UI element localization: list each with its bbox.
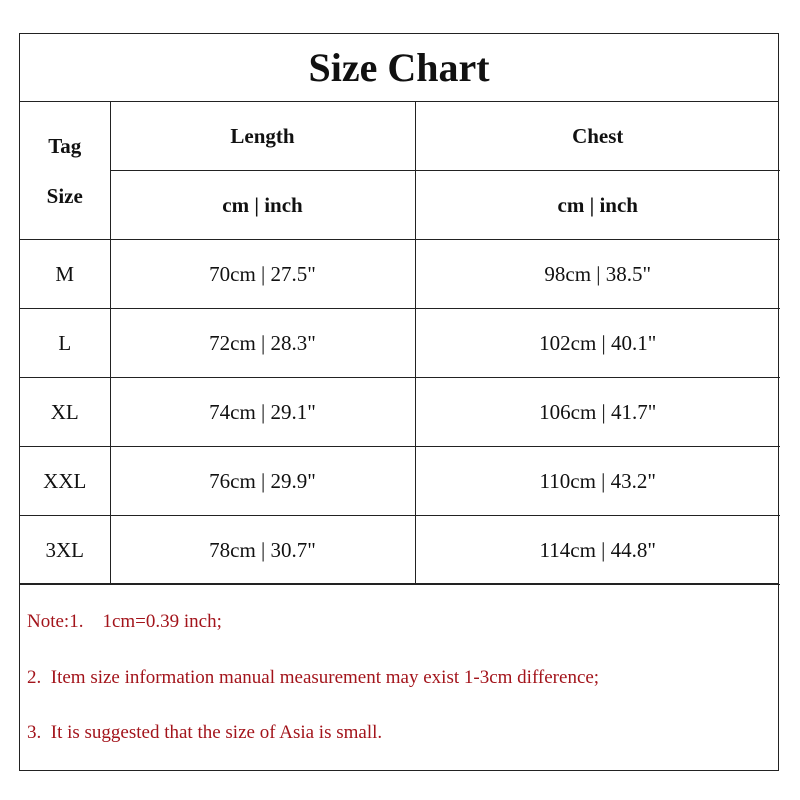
table-row	[20, 516, 780, 585]
length-cell: 74cm | 29.1"	[110, 378, 415, 447]
tag-size-header-line2: Size	[46, 183, 83, 208]
chest-cell: 98cm | 38.5"	[415, 240, 780, 309]
size-cell: XL	[20, 378, 110, 447]
length-cell: 70cm | 27.5"	[110, 240, 415, 309]
size-chart	[19, 33, 779, 771]
chest-cell: 114cm | 44.8"	[415, 516, 780, 585]
length-unit-header: cm | inch	[110, 171, 415, 240]
table-row	[20, 447, 780, 516]
size-cell: XXL	[20, 447, 110, 516]
note-2: 2. Item size information manual measurement may exist 1-3cm difference;	[27, 667, 600, 688]
table-row	[20, 309, 780, 378]
chest-cell: 110cm | 43.2"	[415, 447, 780, 516]
size-cell: 3XL	[20, 516, 110, 585]
size-cell: M	[20, 240, 110, 309]
tag-size-header	[20, 102, 110, 240]
chest-cell: 106cm | 41.7"	[415, 378, 780, 447]
table-row	[20, 378, 780, 447]
table-unit-row	[20, 171, 780, 240]
length-cell: 76cm | 29.9"	[110, 447, 415, 516]
chart-title: Size Chart	[20, 34, 778, 102]
note-3: 3. It is suggested that the size of Asia is small.	[27, 722, 383, 743]
table-header-row	[20, 102, 780, 171]
length-cell: 78cm | 30.7"	[110, 516, 415, 585]
note-1: Note:1. 1cm=0.39 inch;	[27, 611, 222, 632]
length-header: Length	[110, 102, 415, 171]
size-table	[20, 102, 780, 585]
chest-unit-header: cm | inch	[415, 171, 780, 240]
tag-size-header-line1: Tag	[48, 133, 82, 158]
notes-section	[20, 583, 778, 770]
size-cell: L	[20, 309, 110, 378]
table-row	[20, 240, 780, 309]
chest-cell: 102cm | 40.1"	[415, 309, 780, 378]
length-cell: 72cm | 28.3"	[110, 309, 415, 378]
chest-header: Chest	[415, 102, 780, 171]
